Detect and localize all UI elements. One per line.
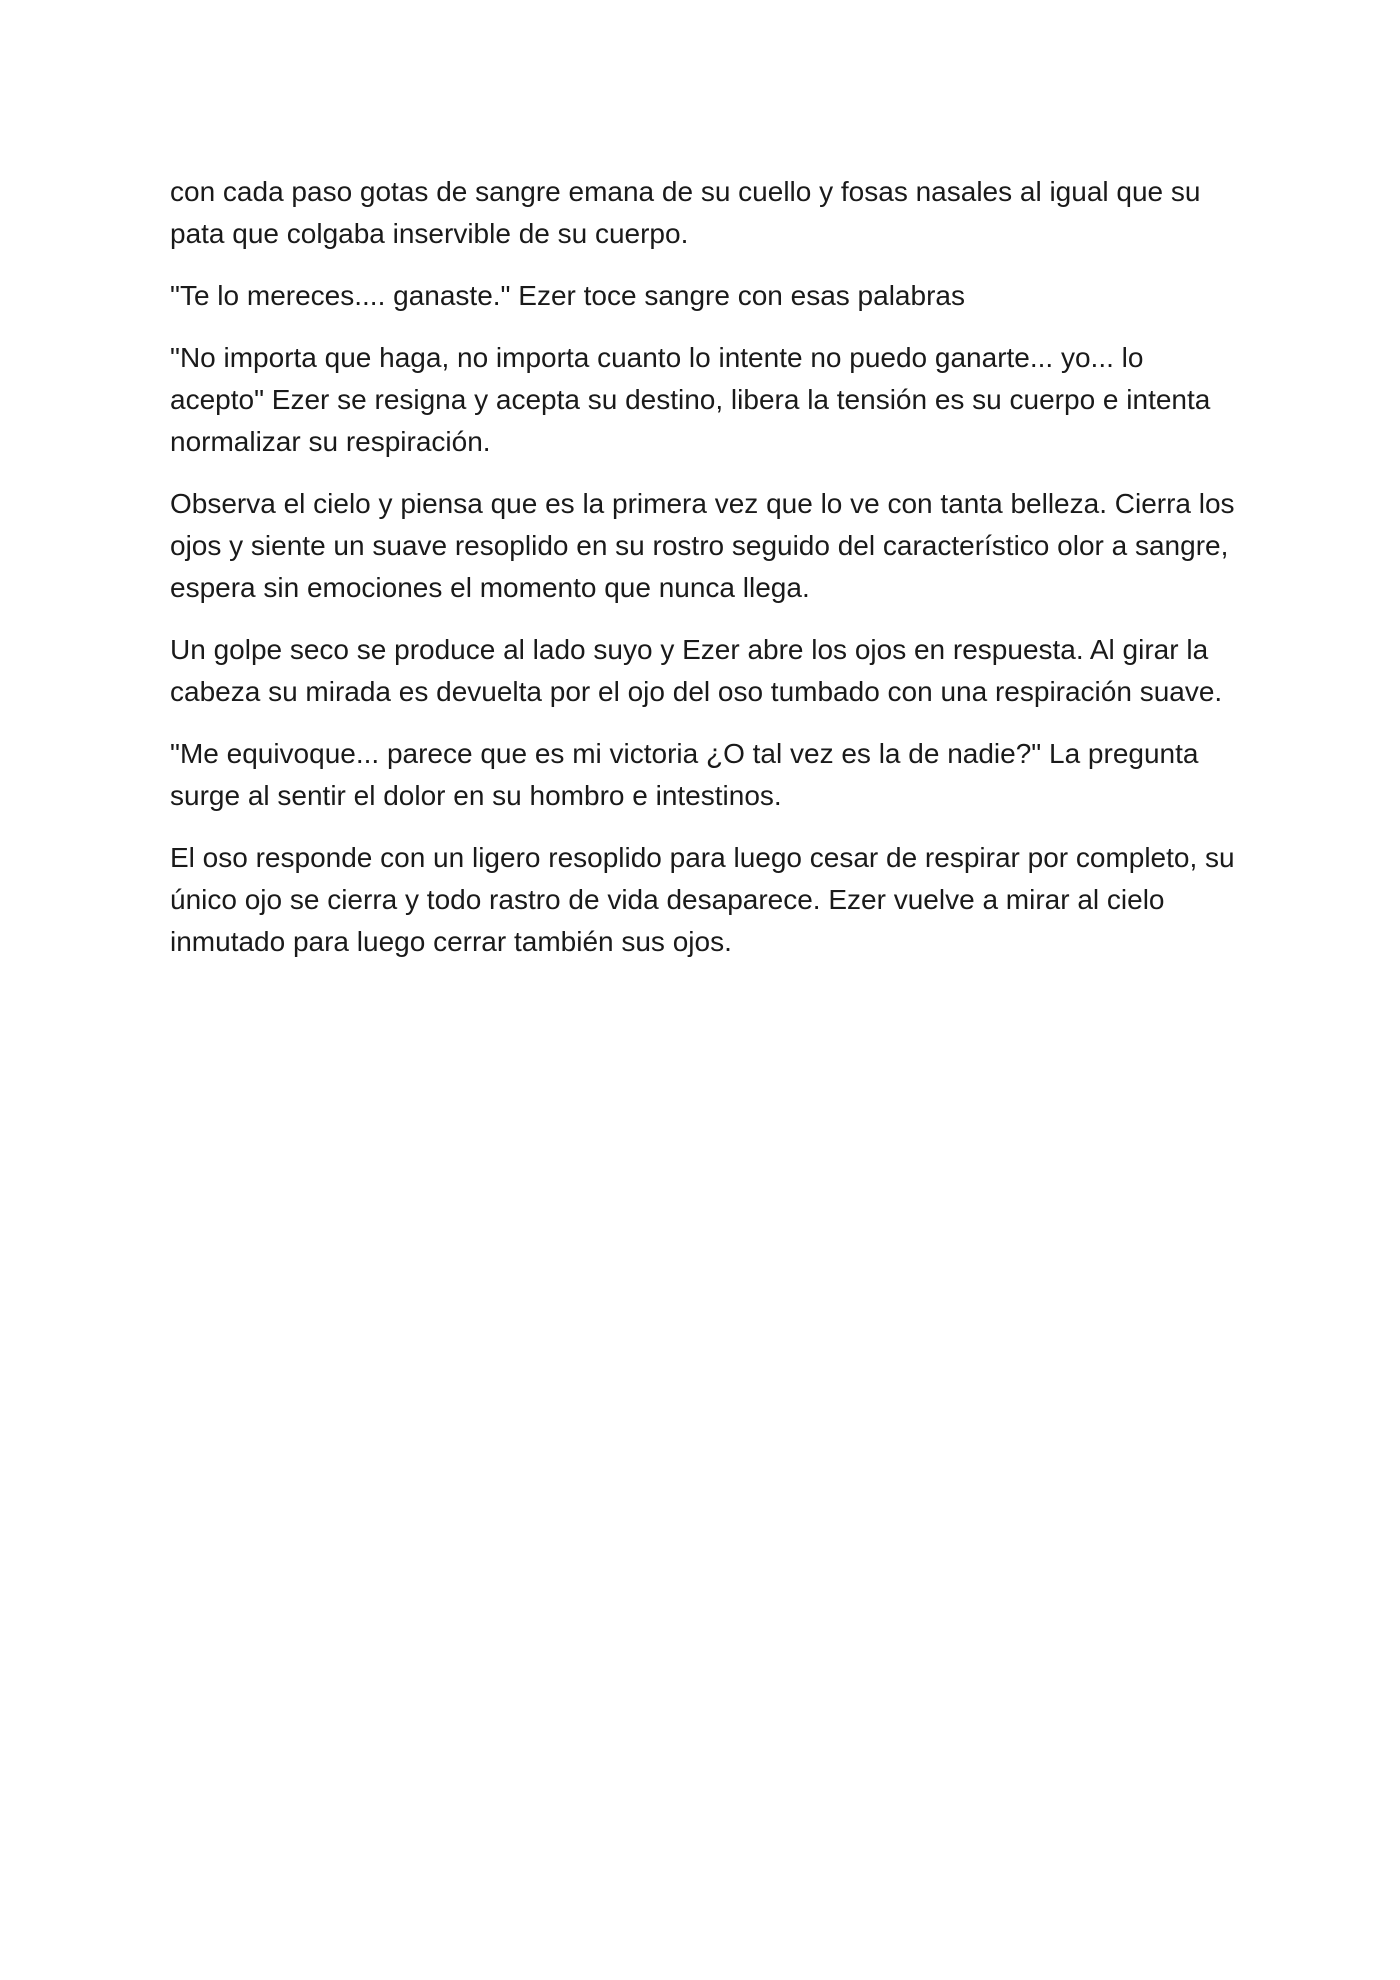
paragraph: "Me equivoque... parece que es mi victoria ¿O tal vez es la de nadie?" La pregunta surge al sentir el dolor en su hombro e intestinos. [170,738,1199,811]
paragraph: con cada paso gotas de sangre emana de su cuello y fosas nasales al igual que su pata que colgaba inservible de su cuerpo. [170,176,1201,249]
document-body [170,171,1245,983]
paragraph: Un golpe seco se produce al lado suyo y Ezer abre los ojos en respuesta. Al girar la cabeza su mirada es devuelta por el ojo del oso tumbado con una respiración suave. [170,634,1223,707]
paragraph: Observa el cielo y piensa que es la primera vez que lo ve con tanta belleza. Cierra los ojos y siente un suave resoplido en su rostro seguido del característico olor a sangre, espera sin emociones el momento que nunca llega. [170,488,1235,603]
paragraph: El oso responde con un ligero resoplido para luego cesar de respirar por completo, su único ojo se cierra y todo rastro de vida desaparece. Ezer vuelve a mirar al cielo inmutado para luego cerrar también sus ojos. [170,842,1235,957]
paragraph: "No importa que haga, no importa cuanto lo intente no puedo ganarte... yo... lo acepto" Ezer se resigna y acepta su destino, libera la tensión es su cuerpo e intenta normalizar su respiración. [170,342,1211,457]
paragraph: "Te lo mereces.... ganaste." Ezer toce sangre con esas palabras [170,280,965,311]
